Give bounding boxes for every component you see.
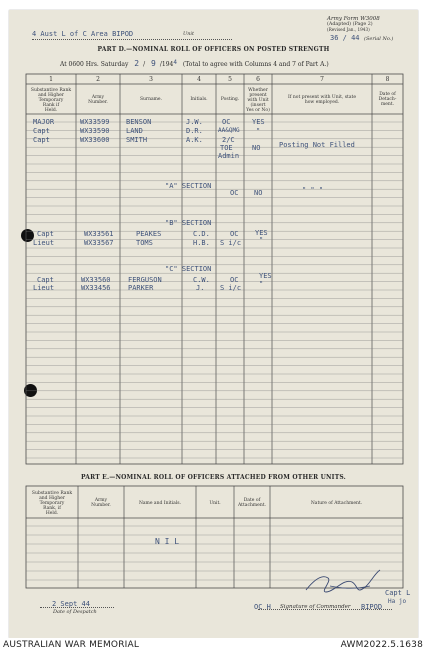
rank-cell: Capt xyxy=(33,136,50,144)
header-detachment-date: Date of Detach- ment. xyxy=(378,92,397,107)
employed-cell: Posting Not Filled xyxy=(279,141,355,149)
header-initials: Initials. xyxy=(190,97,208,102)
header-nature-attachment: Nature of Attachment. xyxy=(310,501,363,506)
surname-cell: SMITH xyxy=(126,136,148,144)
col-num: 8 xyxy=(385,76,390,83)
despatch-date-line xyxy=(40,607,114,608)
signature-label: Signature of Commander xyxy=(280,604,351,610)
serial-typed: 36 / 44 xyxy=(330,34,360,42)
army-number-cell: WX33567 xyxy=(84,239,114,247)
archive-reference: AWM2022.5.1638 xyxy=(340,640,423,650)
unit-typed: 4 Aust L of C Area BIPOD xyxy=(32,30,134,38)
time-prefix: At 0600 Hrs. Saturday xyxy=(60,61,129,68)
present-cell: YES xyxy=(255,229,268,237)
initials-cell: H.B. xyxy=(193,239,210,247)
c-section-heading: "C" SECTION xyxy=(165,265,212,273)
col-num: 2 xyxy=(96,76,100,83)
rank-cell: Capt xyxy=(37,276,54,284)
nil-entry: N I L xyxy=(155,537,180,546)
rank-cell: Lieut xyxy=(33,284,55,292)
archive-credit: AUSTRALIAN WAR MEMORIAL xyxy=(3,640,140,650)
a-section-ditto: " " " xyxy=(302,186,324,194)
col-num: 1 xyxy=(49,76,53,83)
header-army-number: Army Number. xyxy=(88,95,108,105)
posting-cell: S i/c xyxy=(220,284,242,292)
form-date: (Revised Jan., 1943) xyxy=(327,27,370,32)
month-typed: 9 xyxy=(151,59,156,68)
margin-note: Capt L xyxy=(385,589,411,597)
a-section-heading: "A" SECTION xyxy=(165,182,212,190)
col-num: 5 xyxy=(228,76,232,83)
handwritten-signature xyxy=(300,564,390,600)
army-number-cell: WX33561 xyxy=(84,230,114,238)
present-cell: NO xyxy=(252,144,261,152)
surname-cell: LAND xyxy=(126,127,143,135)
a-section-present: NO xyxy=(254,189,263,197)
header-surname: Surname. xyxy=(139,97,163,102)
rank-cell: MAJOR xyxy=(33,118,55,126)
unit-suffix: Unit xyxy=(183,31,195,37)
signature-unit-typed: BIPOD xyxy=(361,603,383,611)
present-cell: YES xyxy=(252,118,265,126)
header-army-number: Army Number. xyxy=(91,498,111,508)
initials-cell: J. xyxy=(196,284,205,292)
form-code: Army Form W3008 xyxy=(327,16,380,22)
present-cell: " xyxy=(259,280,264,288)
present-cell: " xyxy=(259,236,264,244)
b-section-heading: "B" SECTION xyxy=(165,219,212,227)
initials-cell: D.R. xyxy=(186,127,203,135)
part-e-title: PART E.—NOMINAL ROLL OF OFFICERS ATTACHED FROM OTHER UNITS. xyxy=(81,474,346,481)
initials-cell: C.D. xyxy=(193,230,210,238)
part-d-title: PART D.—NOMINAL ROLL OF OFFICERS ON POSTED STRENGTH xyxy=(97,46,330,53)
form-adapted: (Adapted) (Page 2) xyxy=(327,22,373,27)
year-prefix: 194 xyxy=(161,61,174,68)
posting-cell: OC xyxy=(222,118,231,126)
posting-cell: S i/c xyxy=(220,239,242,247)
col-num: 6 xyxy=(256,76,260,83)
year-digit: 4 xyxy=(173,59,177,66)
rank-cell: Capt xyxy=(37,230,54,238)
header-employed: If not present with Unit, state how employed. xyxy=(287,95,357,105)
archive-footer xyxy=(0,638,427,653)
margin-note-2: Ha jo xyxy=(388,598,407,605)
posting-cell: OC xyxy=(230,276,239,284)
posting-cell: TOE xyxy=(220,144,233,152)
header-rank: Substantive Rank and Higher Temporary Rank, if Held. xyxy=(31,491,73,516)
a-section-posting: OC xyxy=(230,189,239,197)
army-number-cell: WX33599 xyxy=(80,118,110,126)
army-number-cell: WX33590 xyxy=(80,127,110,135)
despatch-date-label: Date of Despatch xyxy=(53,609,97,615)
header-attachment-date: Date of Attachment. xyxy=(238,498,266,508)
posting-cell: OC xyxy=(230,230,239,238)
day-typed: 2 xyxy=(134,59,140,68)
col-num: 7 xyxy=(320,76,324,83)
total-note: (Total to agree with Columns 4 and 7 of Part A.) xyxy=(182,61,329,68)
army-number-cell: WX33560 xyxy=(81,276,111,284)
rank-cell: Capt xyxy=(33,127,50,135)
signature-typed: OC H xyxy=(254,603,271,611)
despatch-date-typed: 2 Sept 44 xyxy=(52,600,90,608)
col-num: 4 xyxy=(197,76,201,83)
initials-cell: A.K. xyxy=(186,136,203,144)
part-d-timestamp: At 0600 Hrs. Saturday 2 / 9 /1944 (Total to agree with Columns 4 and 7 of Part A.) xyxy=(60,59,329,68)
posting-cell: Admin xyxy=(218,152,240,160)
header-name-initials: Name and Initials. xyxy=(138,501,182,506)
col-num: 3 xyxy=(149,76,153,83)
surname-cell: FERGUSON xyxy=(128,276,162,284)
header-rank: Substantive Rank and Higher Temporary Rank if Held. xyxy=(30,88,72,113)
initials-cell: C.W. xyxy=(193,276,210,284)
serial-label: (Serial No.) xyxy=(364,36,394,42)
surname-cell: PEAKES xyxy=(136,230,162,238)
army-number-cell: WX33456 xyxy=(81,284,111,292)
army-number-cell: WX33600 xyxy=(80,136,110,144)
posting-cell: 2/C xyxy=(222,136,235,144)
surname-cell: PARKER xyxy=(128,284,154,292)
initials-cell: J.W. xyxy=(186,118,203,126)
present-cell: " xyxy=(256,127,261,135)
posting-cell: AA&QMG xyxy=(218,127,240,134)
surname-cell: TOMS xyxy=(136,239,153,247)
present-cell: YES xyxy=(259,272,272,280)
surname-cell: BENSON xyxy=(126,118,152,126)
header-unit: Unit. xyxy=(209,501,221,506)
rank-cell: Lieut xyxy=(33,239,55,247)
header-posting: Posting. xyxy=(220,97,240,102)
header-present: Whether present with Unit (insert Yes or No) xyxy=(246,88,270,113)
